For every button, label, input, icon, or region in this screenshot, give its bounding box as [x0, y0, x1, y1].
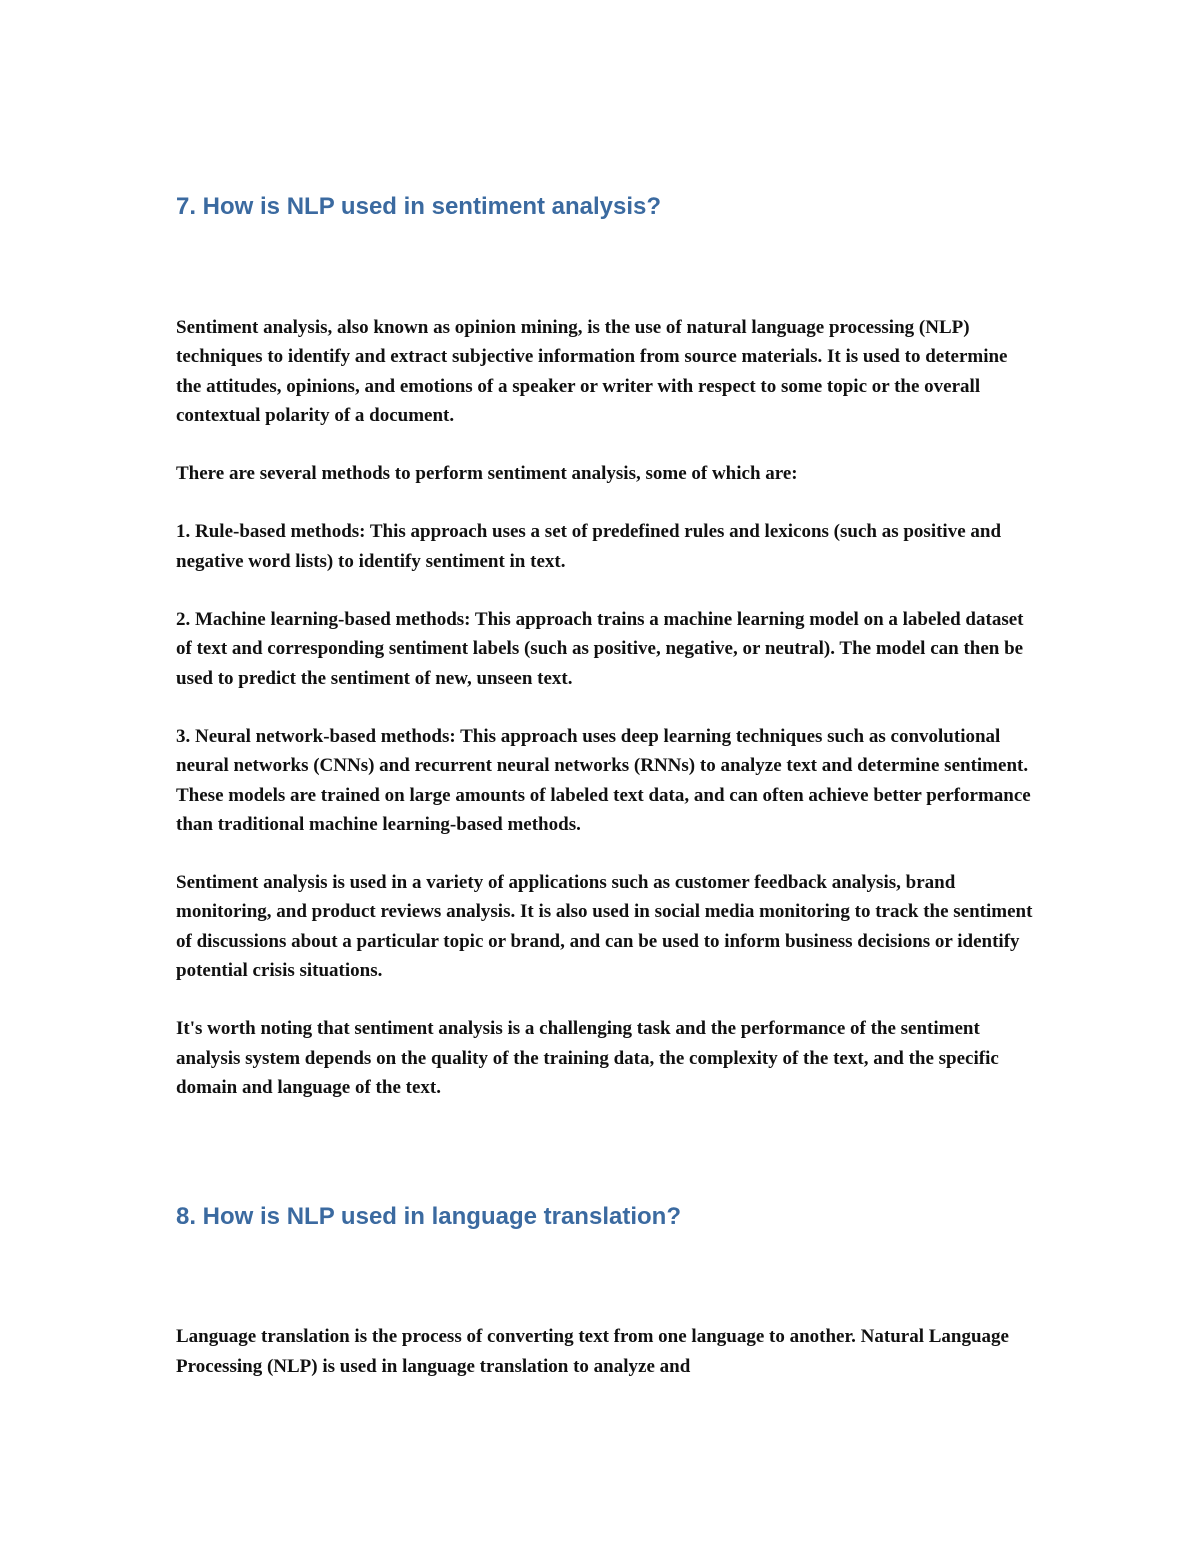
- section-7-paragraph-ml-based: 2. Machine learning-based methods: This approach trains a machine learning model on a labeled dataset of text and corresponding sentiment labels (such as positive, negative, or neutral). The model can then be used to predict the sentiment of new, unseen text.: [176, 609, 1024, 689]
- section-8-paragraph-intro: Language translation is the process of converting text from one language to another. Natural Language Processing (NLP) is used in language translation to analyze and: [176, 1326, 1009, 1377]
- section-7-paragraph-methods-intro: There are several methods to perform sentiment analysis, some of which are:: [176, 463, 798, 485]
- section-7-paragraph-applications: Sentiment analysis is used in a variety of applications such as customer feedback analysis, brand monitoring, and product reviews analysis. It is also used in social media monitoring to track the sentiment of discussions about a particular topic or brand, and can be used to inform business decisions or identify potential crisis situations.: [176, 872, 1033, 982]
- section-7-heading: 7. How is NLP used in sentiment analysis?: [176, 193, 662, 220]
- section-7-paragraph-rule-based: 1. Rule-based methods: This approach uses a set of predefined rules and lexicons (such as positive and negative word lists) to identify sentiment in text.: [176, 521, 1002, 572]
- section-8-heading: 8. How is NLP used in language translation?: [176, 1203, 681, 1231]
- section-7-paragraph-challenges: It's worth noting that sentiment analysis is a challenging task and the performance of the sentiment analysis system depends on the quality of the training data, the complexity of the text, and the specific domain and language of the text.: [176, 1018, 999, 1098]
- document-content: [176, 190, 1036, 1381]
- section-7-paragraph-intro: Sentiment analysis, also known as opinion mining, is the use of natural language processing (NLP) techniques to identify and extract subjective information from source materials. It is used to determine the attitudes, opinions, and emotions of a speaker or writer with respect to some topic or the overall contextual polarity of a document.: [176, 317, 1008, 426]
- section-7-paragraph-nn-based: 3. Neural network-based methods: This approach uses deep learning techniques such as convolutional neural networks (CNNs) and recurrent neural networks (RNNs) to analyze text and determine sentiment. These models are trained on large amounts of labeled text data, and can often achieve better performance than traditional machine learning-based methods.: [176, 725, 1031, 835]
